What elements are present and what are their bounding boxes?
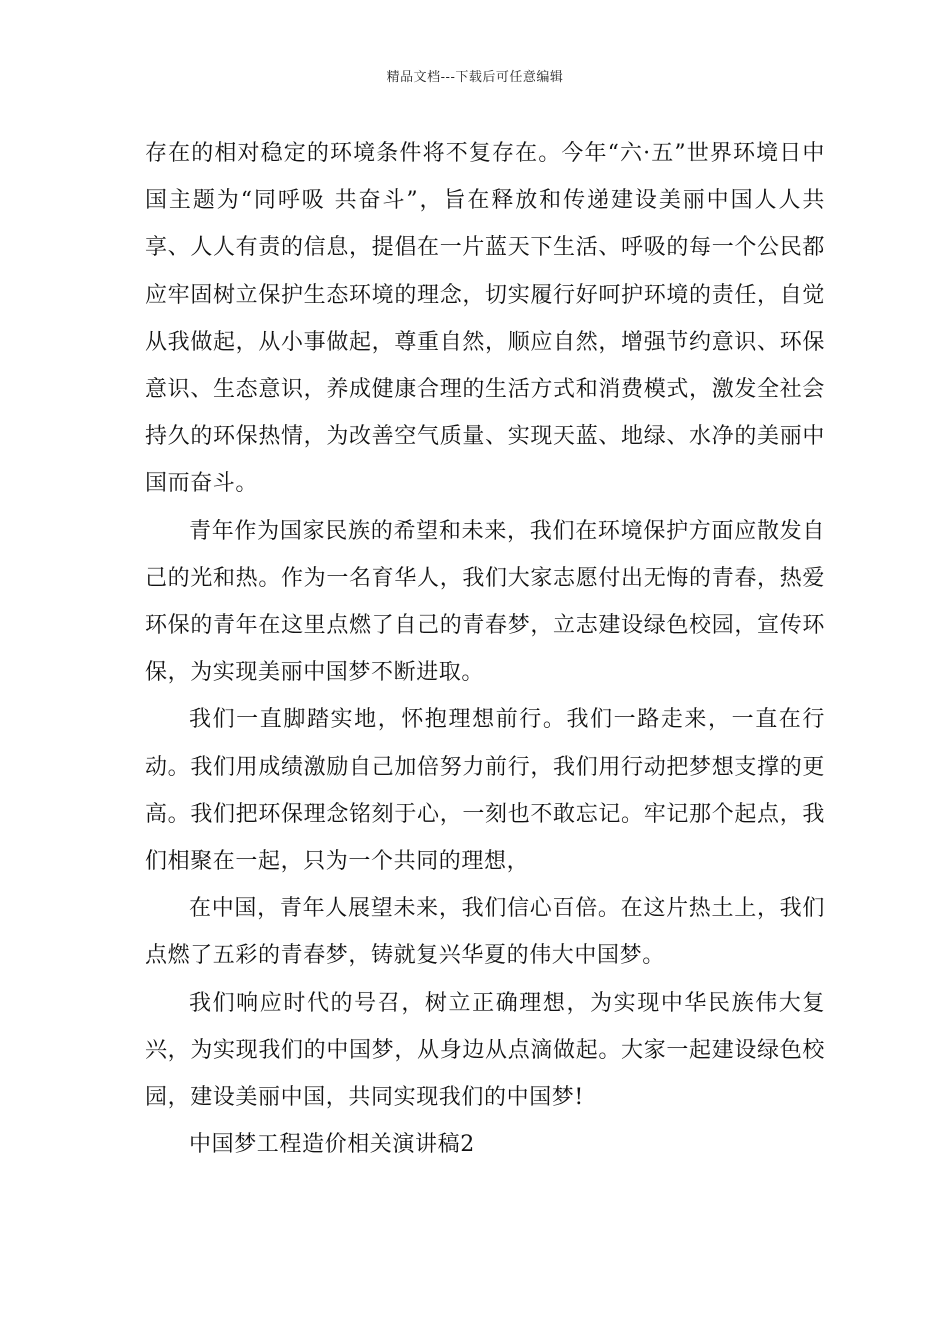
- paragraph-5: 我们响应时代的号召，树立正确理想，为实现中华民族伟大复兴，为实现我们的中国梦，从身边从点滴做起。大家一起建设绿色校园，建设美丽中国，共同实现我们的中国梦!: [145, 990, 825, 1111]
- paragraph-1: 存在的相对稳定的环境条件将不复存在。今年“六·五”世界环境日中国主题为“同呼吸 共奋斗”，旨在释放和传递建设美丽中国人人共享、人人有责的信息，提倡在一片蓝天下生活、呼吸的每一个公民都应牢固树立保护生态环境的理念，切实履行好呵护环境的责任，自觉从我做起，从小事做起，尊重自然，顺应自然，增强节约意识、环保意识、生态意识，养成健康合理的生活方式和消费模式，激发全社会持久的环保热情，为改善空气质量、实现天蓝、地绿、水净的美丽中国而奋斗。: [145, 141, 825, 497]
- paragraph-3: 我们一直脚踏实地，怀抱理想前行。我们一路走来，一直在行动。我们用成绩激励自己加倍努力前行，我们用行动把梦想支撑的更高。我们把环保理念铭刻于心，一刻也不敢忘记。牢记那个起点，我们相聚在一起，只为一个共同的理想，: [145, 707, 825, 875]
- document-body: [145, 130, 825, 1168]
- paragraph-2: 青年作为国家民族的希望和未来，我们在环境保护方面应散发自己的光和热。作为一名育华人，我们大家志愿付出无悔的青春，热爱环保的青年在这里点燃了自己的青春梦，立志建设绿色校园，宣传环保，为实现美丽中国梦不断进取。: [145, 518, 825, 686]
- page-header: 精品文档---下载后可任意编辑: [386, 70, 564, 85]
- paragraph-4: 在中国，青年人展望未来，我们信心百倍。在这片热土上，我们点燃了五彩的青春梦，铸就复兴华夏的伟大中国梦。: [145, 896, 825, 969]
- section-title: 中国梦工程造价相关演讲稿2: [189, 1132, 475, 1158]
